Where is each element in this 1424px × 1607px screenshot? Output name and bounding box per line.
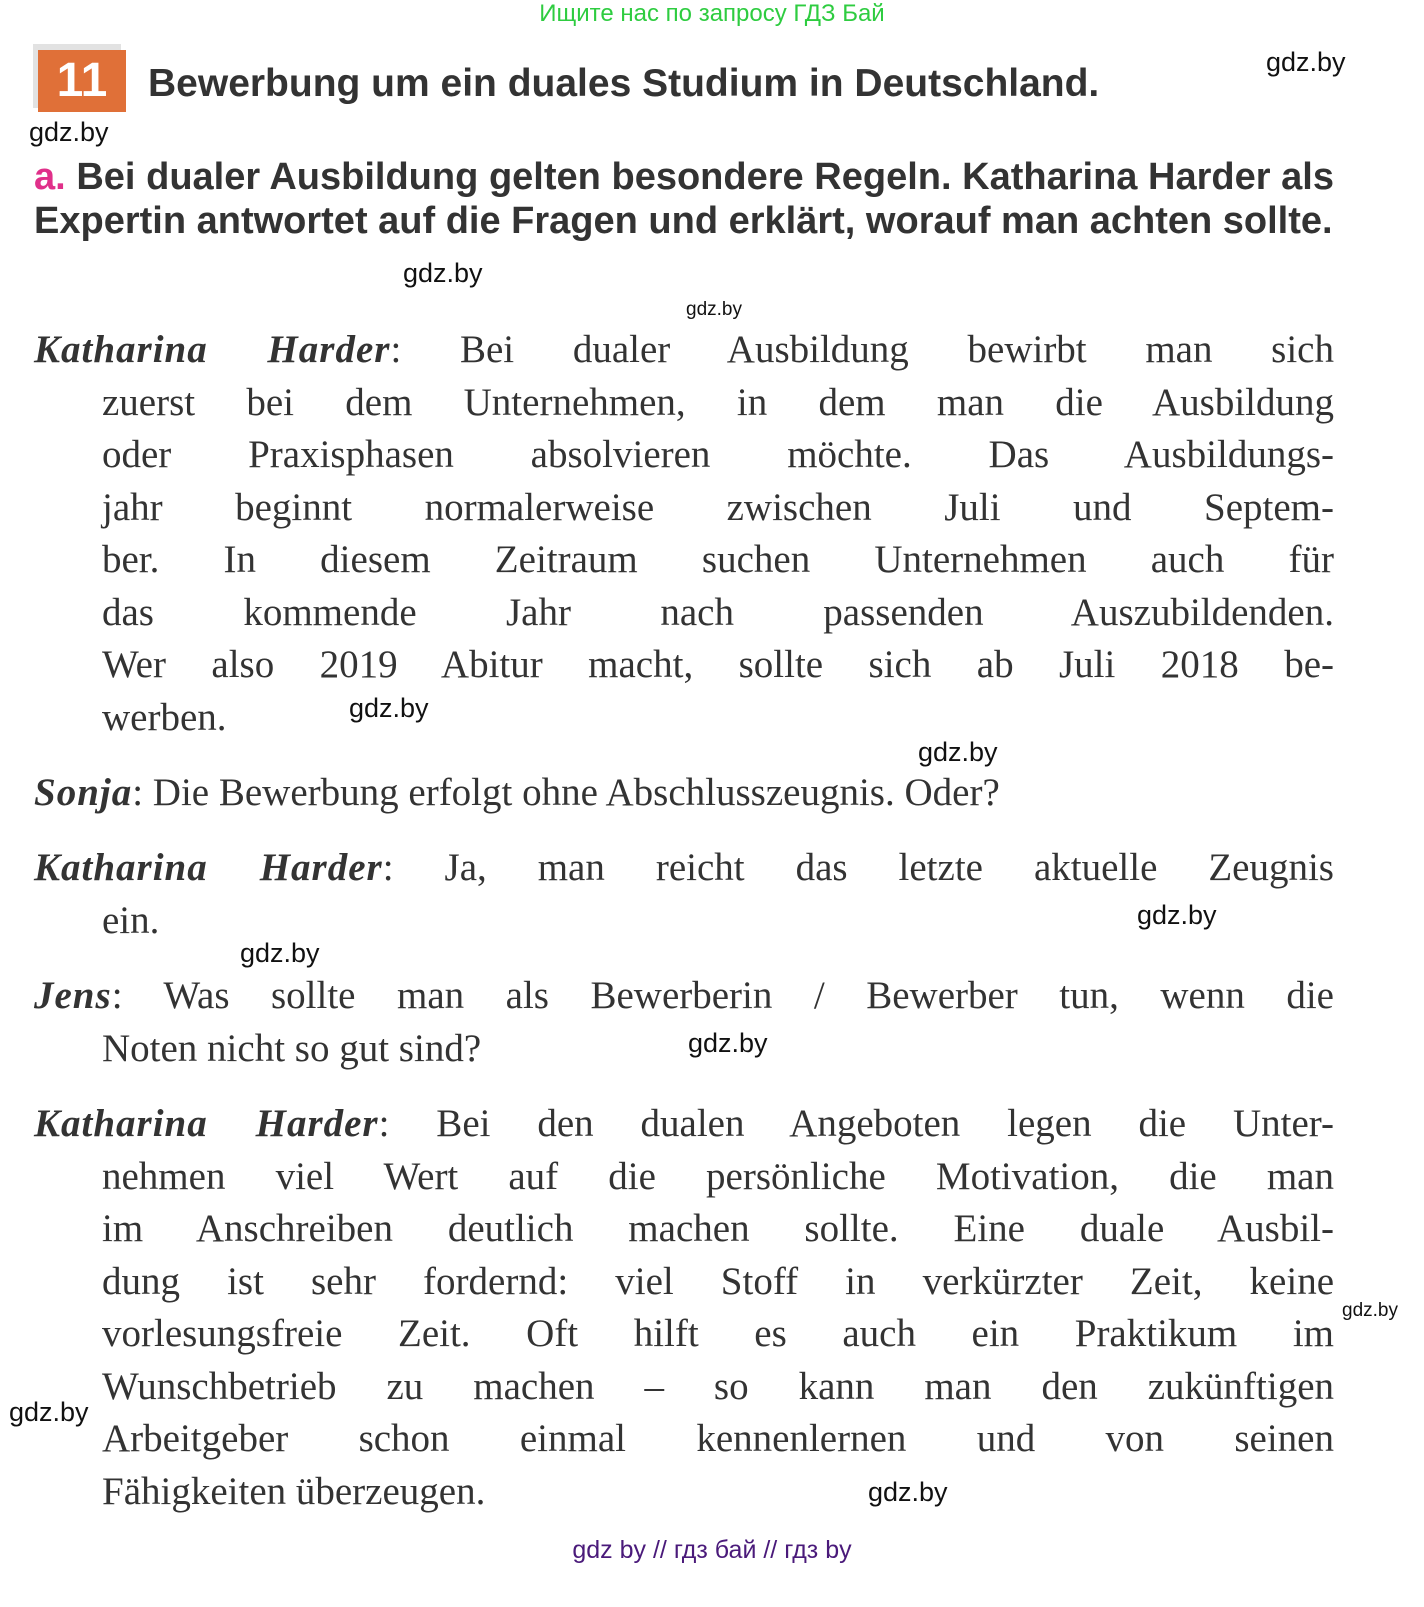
line-text: zuerst bei dem Unternehmen, in dem man die Ausbildung bbox=[102, 380, 1334, 424]
dialogue-line bbox=[34, 767, 1334, 820]
dialogue-line bbox=[34, 1098, 1334, 1151]
line-text: oder Praxisphasen absolvieren möchte. Das Ausbildungs- bbox=[102, 433, 1334, 476]
dialogue-line bbox=[34, 639, 1334, 692]
dialogue-line bbox=[34, 1023, 1334, 1076]
dialogue-line bbox=[34, 1361, 1334, 1414]
line-text: : Was sollte man als Bewerberin / Bewerber tun, wenn die bbox=[111, 974, 1334, 1017]
dialogue-turn bbox=[34, 970, 1334, 1075]
line-text: nehmen viel Wert auf die persönliche Motivation, die man bbox=[102, 1154, 1334, 1198]
line-text: : Bei dualer Ausbildung bewirbt man sich bbox=[390, 328, 1334, 371]
dialogue-line bbox=[34, 970, 1334, 1023]
line-text: Fähigkeiten überzeugen. bbox=[102, 1469, 486, 1513]
line-text: jahr beginnt normalerweise zwischen Juli und Septem- bbox=[102, 485, 1334, 529]
dialogue-turn bbox=[34, 324, 1334, 744]
speaker-name: Jens bbox=[34, 974, 112, 1017]
dialogue-line bbox=[34, 482, 1334, 535]
speaker-name: Sonja bbox=[34, 771, 133, 814]
line-text: : Die Bewerbung erfolgt ohne Abschlusszeugnis. Oder? bbox=[132, 771, 1000, 814]
watermark: gdz.by bbox=[9, 1397, 89, 1427]
task-text: Bei dualer Ausbildung gelten besondere Regeln. Katharina Harder als Expertin antwortet auf die Fragen und erklärt, worauf man achten sollte. bbox=[34, 156, 1334, 242]
dialogue-line bbox=[34, 1413, 1334, 1466]
watermark: gdz.by bbox=[688, 1028, 768, 1058]
watermark: gdz.by bbox=[403, 258, 483, 288]
speaker-name: Katharina Harder bbox=[34, 846, 383, 889]
watermark: gdz.by bbox=[1137, 900, 1217, 930]
line-text: ber. In diesem Zeitraum suchen Unternehmen auch für bbox=[102, 538, 1334, 581]
line-text: Arbeitgeber schon einmal kennenlernen und von seinen bbox=[102, 1417, 1334, 1460]
dialogue-turn bbox=[34, 842, 1334, 947]
dialogue-line bbox=[34, 1203, 1334, 1256]
line-text: werben. bbox=[102, 695, 227, 739]
dialogue-line bbox=[34, 1466, 1334, 1519]
dialogue-line bbox=[34, 324, 1334, 377]
line-text: dung ist sehr fordernd: viel Stoff in verkürzter Zeit, keine bbox=[102, 1259, 1334, 1303]
line-text: im Anschreiben deutlich machen sollte. Eine duale Ausbil- bbox=[102, 1207, 1334, 1250]
line-text: vorlesungsfreie Zeit. Oft hilft es auch ein Praktikum im bbox=[102, 1312, 1334, 1355]
exercise-number-badge: 11 bbox=[38, 50, 126, 112]
dialogue-line bbox=[34, 1308, 1334, 1361]
speaker-name: Katharina Harder bbox=[34, 1102, 379, 1145]
watermark: gdz.by bbox=[868, 1477, 948, 1507]
dialogue-line bbox=[34, 534, 1334, 587]
watermark: gdz.by bbox=[686, 299, 742, 320]
watermark: gdz.by bbox=[1266, 47, 1346, 77]
watermark: gdz.by bbox=[349, 693, 429, 723]
dialogue-line bbox=[34, 1256, 1334, 1309]
watermark: gdz.by bbox=[1342, 1300, 1398, 1321]
search-banner: Ищите нас по запросу ГДЗ Бай bbox=[539, 0, 885, 27]
dialogue-turn bbox=[34, 1098, 1334, 1518]
exercise-title: Bewerbung um ein duales Studium in Deutschland. bbox=[148, 62, 1100, 105]
line-text: : Ja, man reicht das letzte aktuelle Zeugnis bbox=[382, 846, 1334, 889]
dialogue-line bbox=[34, 1151, 1334, 1204]
line-text: das kommende Jahr nach passenden Auszubildenden. bbox=[102, 590, 1334, 634]
dialogue-line bbox=[34, 842, 1334, 895]
watermark: gdz.by bbox=[240, 938, 320, 968]
task-instruction bbox=[34, 155, 1334, 243]
dialogue-turn bbox=[34, 767, 1334, 820]
line-text: Wunschbetrieb zu machen – so kann man den zukünftigen bbox=[102, 1364, 1334, 1408]
dialogue-line bbox=[34, 377, 1334, 430]
watermark: gdz.by bbox=[918, 737, 998, 767]
footer-links: gdz by // гдз бай // гдз by bbox=[572, 1536, 852, 1564]
line-text: Wer also 2019 Abitur macht, sollte sich ab Juli 2018 be- bbox=[102, 643, 1334, 686]
task-letter: a. bbox=[34, 156, 66, 198]
line-text: : Bei den dualen Angeboten legen die Unter- bbox=[378, 1102, 1334, 1145]
dialogue-line bbox=[34, 429, 1334, 482]
watermark: gdz.by bbox=[29, 117, 109, 147]
speaker-name: Katharina Harder bbox=[34, 328, 391, 371]
line-text: ein. bbox=[102, 898, 160, 942]
dialogue-line bbox=[34, 587, 1334, 640]
dialogue-line bbox=[34, 692, 1334, 745]
line-text: Noten nicht so gut sind? bbox=[102, 1026, 482, 1070]
